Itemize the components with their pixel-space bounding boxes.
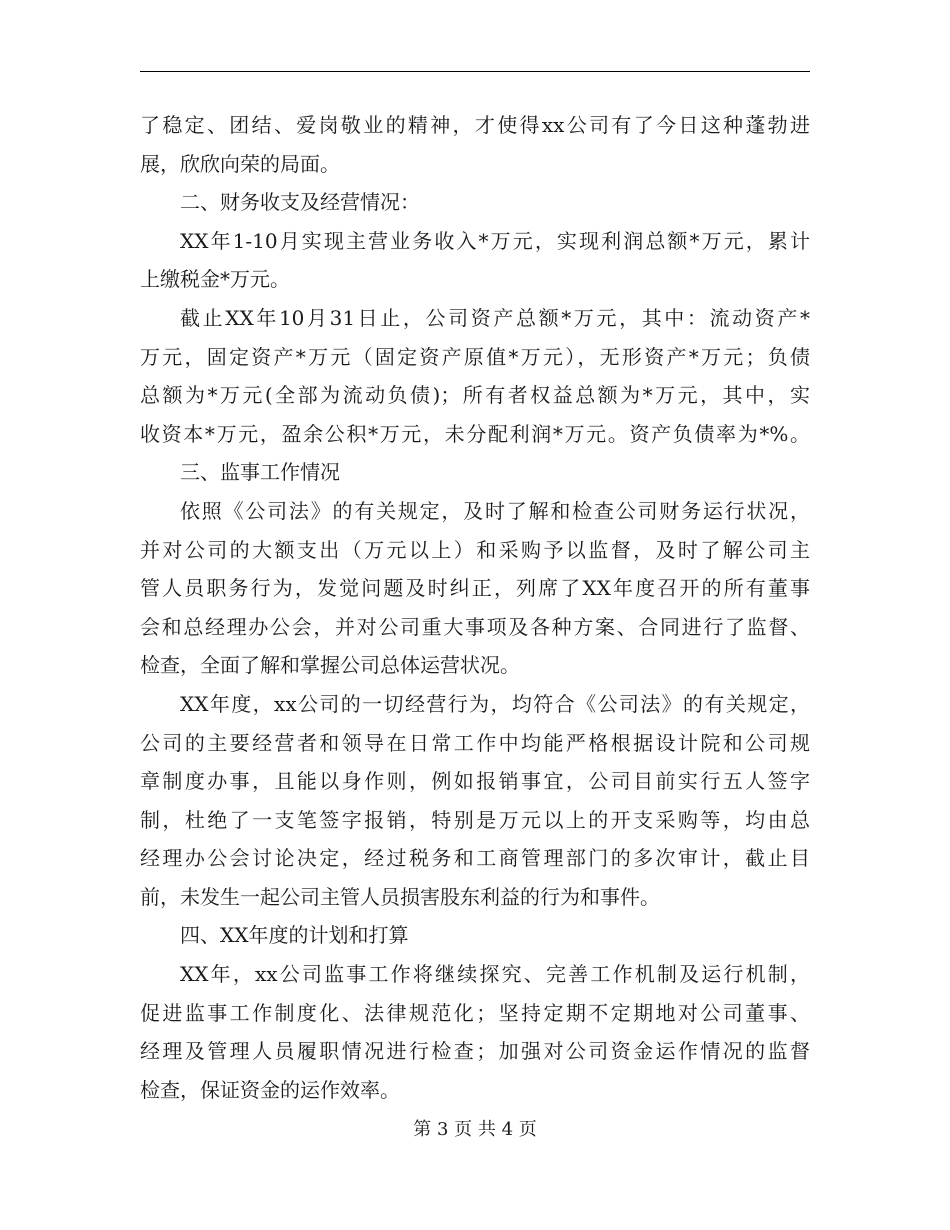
body-line: 收资本*万元，盈余公积*万元，未分配利润*万元。资产负债率为*%。 [140, 421, 810, 446]
body-line: 检查，全面了解和掌握公司总体运营状况。 [140, 653, 520, 678]
body-line: 依照《公司法》的有关规定，及时了解和检查公司财务运行状况， [180, 498, 810, 523]
section-heading: 三、监事工作情况 [180, 460, 340, 485]
body-line: 会和总经理办公会，并对公司重大事项及各种方案、合同进行了监督、 [140, 614, 810, 639]
body-line: 并对公司的大额支出（万元以上）和采购予以监督，及时了解公司主 [140, 537, 810, 562]
body-line: 展，欣欣向荣的局面。 [140, 151, 340, 176]
body-line: 上缴税金*万元。 [140, 267, 290, 292]
body-line: 总额为*万元(全部为流动负债)；所有者权益总额为*万元，其中，实 [140, 383, 810, 408]
body-line: 经理办公会讨论决定，经过税务和工商管理部门的多次审计，截止目 [140, 846, 810, 871]
page-number: 第 3 页 共 4 页 [413, 1119, 537, 1140]
body-line: 制，杜绝了一支笔签字报销，特别是万元以上的开支采购等，均由总 [140, 807, 810, 832]
body-line: 截止XX年10月31日止，公司资产总额*万元，其中：流动资产* [180, 305, 810, 330]
body-line: 公司的主要经营者和领导在日常工作中均能严格根据设计院和公司规 [140, 730, 810, 755]
body-line: XX年1-10月实现主营业务收入*万元，实现利润总额*万元，累计 [180, 228, 810, 253]
body-line: 经理及管理人员履职情况进行检查；加强对公司资金运作情况的监督 [140, 1039, 810, 1064]
body-line: 管人员职务行为，发觉问题及时纠正，列席了XX年度召开的所有董事 [140, 576, 810, 601]
body-line: 前，未发生一起公司主管人员损害股东利益的行为和事件。 [140, 884, 660, 909]
body-line: 了稳定、团结、爱岗敬业的精神，才使得xx公司有了今日这种蓬勃进 [140, 113, 810, 137]
body-line: XX年度，xx公司的一切经营行为，均符合《公司法》的有关规定， [180, 691, 810, 716]
body-line: 促进监事工作制度化、法律规范化；坚持定期不定期地对公司董事、 [140, 1000, 810, 1025]
body-line: 万元，固定资产*万元（固定资产原值*万元），无形资产*万元；负债 [140, 344, 810, 369]
section-heading: 二、财务收支及经营情况： [180, 190, 420, 215]
body-line: 章制度办事，且能以身作则，例如报销事宜，公司目前实行五人签字 [140, 769, 810, 794]
section-heading: 四、XX年度的计划和打算 [180, 923, 409, 948]
header-rule [140, 71, 810, 72]
body-line: XX年，xx公司监事工作将继续探究、完善工作机制及运行机制， [180, 962, 810, 987]
document-body [140, 106, 810, 1109]
body-line: 检查，保证资金的运作效率。 [140, 1077, 400, 1102]
